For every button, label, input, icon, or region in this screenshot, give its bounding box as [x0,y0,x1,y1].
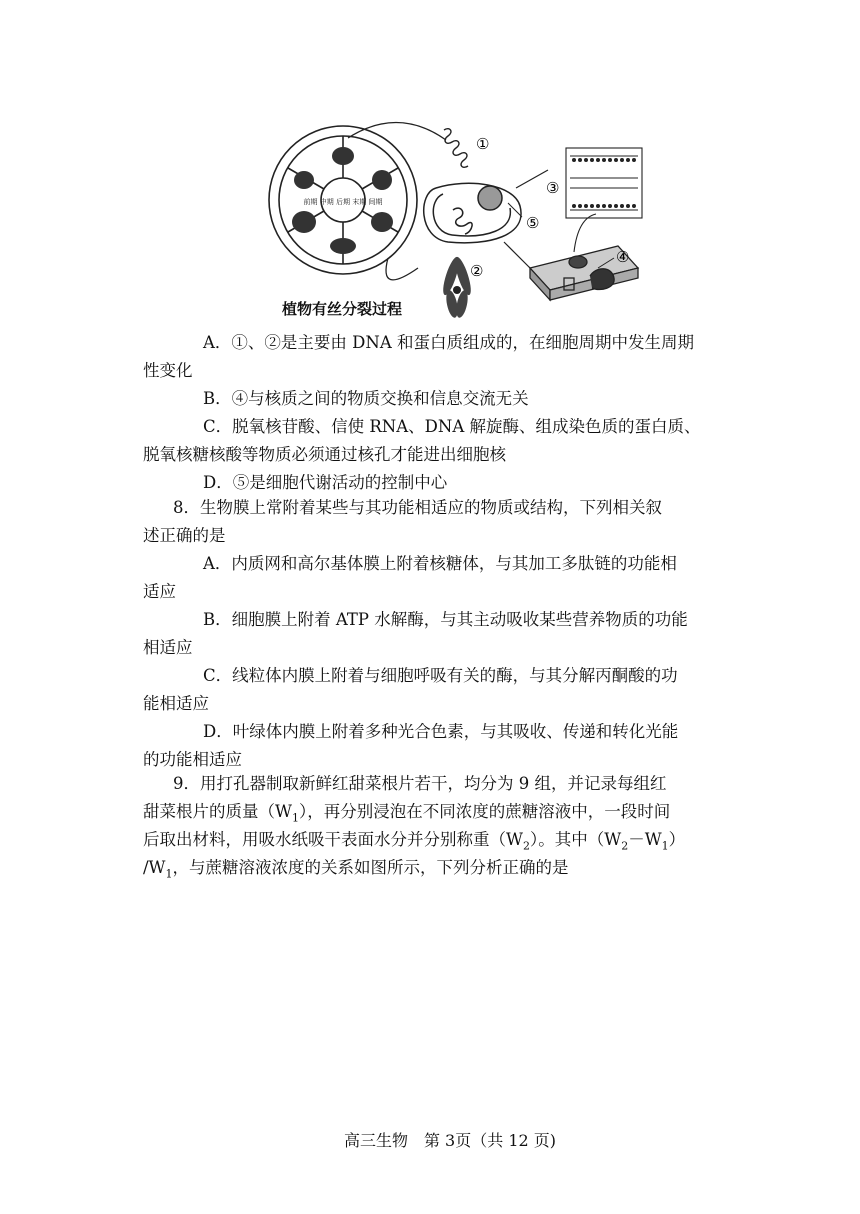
figure-caption: 植物有丝分裂过程 [282,300,403,318]
q8-option-c-line1: C．线粒体内膜上附着与细胞呼吸有关的酶，与其分解丙酮酸的功 [203,666,678,685]
q9-line1: 9．用打孔器制取新鲜红甜菜根片若干，均分为 9 组，并记录每组红 [173,774,667,793]
q7-option-a-line1: A．①、②是主要由 DNA 和蛋白质组成的，在细胞周期中发生周期 [203,333,694,352]
q7-option-c-line2: 脱氧核糖核酸等物质必须通过核孔才能进出细胞核 [143,445,506,464]
q9-line3: 后取出材料，用吸水纸吸干表面水分并分别称重$(W_2)$。其中$(W_2-W_1)$ [143,830,686,853]
wheel-center-text: 前期 中期 后期 末期 间期 [303,198,383,206]
q8-option-a-line2: 适应 [143,582,176,601]
q8-stem-line2: 述正确的是 [143,526,226,545]
cell-division-figure [258,118,648,328]
chromatin-coil [444,129,468,168]
q8-option-c-line2: 能相适应 [143,694,209,713]
question-7-options [143,329,721,497]
label-1: ① [476,135,490,153]
q7-option-c-line1: C．脱氧核苷酸、信使 RNA、DNA 解旋酶、组成染色质的蛋白质、 [203,417,701,436]
label-2: ② [470,262,484,280]
chromosome [440,255,474,318]
question-8 [143,494,721,774]
q9-line2: 甜菜根片的质量$(W_1)$，再分别浸泡在不同浓度的蔗糖溶液中，一段时间 [143,802,671,825]
q7-option-b: B．④与核质之间的物质交换和信息交流无关 [203,389,529,408]
question-9 [143,770,721,882]
q8-option-d-line2: 的功能相适应 [143,750,242,769]
q7-option-a-line2: 性变化 [143,361,193,380]
q9-line4: $/W_1$，与蔗糖溶液浓度的关系如图所示，下列分析正确的是 [143,858,569,881]
label-3: ③ [546,179,560,197]
nucleus-cell [424,183,521,243]
q8-option-b-line2: 相适应 [143,638,193,657]
page-footer: 高三生物 第 3页（共 12 页) [343,1131,557,1150]
q8-option-d-line1: D．叶绿体内膜上附着多种光合色素，与其吸收、传递和转化光能 [203,722,679,741]
label-5: ⑤ [526,214,540,232]
q8-stem-line1: 8．生物膜上常附着某些与其功能相适应的物质或结构，下列相关叙 [173,498,662,517]
q8-option-a-line1: A．内质网和高尔基体膜上附着核糖体，与其加工多肽链的功能相 [203,554,677,573]
q7-option-d: D．⑤是细胞代谢活动的控制中心 [203,473,448,492]
label-4: ④ [616,248,630,266]
q8-option-b-line1: B．细胞膜上附着 ATP 水解酶，与其主动吸收某些营养物质的功能 [203,610,688,629]
